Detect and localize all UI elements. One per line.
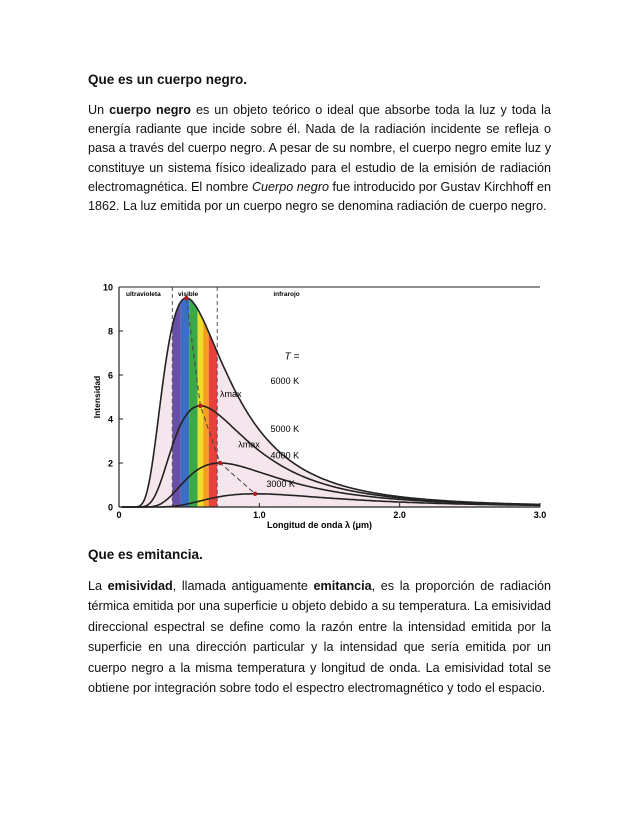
y-tick-label: 6 [107,370,113,381]
blackbody-radiation-chart [92,281,548,530]
y-tick-label: 10 [102,282,113,293]
curve-label-1: 6000 K [270,375,300,386]
red-band [209,332,217,507]
orange-band [203,320,209,507]
p1-bold-term: cuerpo negro [109,103,191,117]
p2-text-post: , es la proporción de radiación térmica emitida por una superficie u objeto debido a su temperatura. La emisividad direccional espectral se define como la razón entre la intensidad emitida por la superficie en una dirección particular y la intensidad que sería emitida por un cuerpo negro a la misma temperatura y longitud de onda. La emisividad total se obtiene por integración sobre todo el espectro electromagnético y todo el espacio. [88,579,551,696]
section-heading-cuerpo-negro: Que es un cuerpo negro. [88,72,248,87]
y-tick-label: 0 [107,502,113,513]
curve-label-2: 5000 K [270,424,300,435]
peak-marker-3000k [253,492,257,496]
violet-band [172,302,180,507]
y-tick-label: 8 [107,326,113,337]
temperature-label: T = [284,351,300,363]
x-tick-label: 0 [116,510,122,520]
p2-bold-term-2: emitancia [313,579,372,593]
blackbody-figure [92,281,548,530]
section-heading-emitancia: Que es emitancia. [88,547,203,562]
peak-marker-5000k [198,404,202,408]
p2-text-mid: , llamada antiguamente [172,579,314,593]
lambda-max-label-2: λmax [238,439,260,450]
x-tick-label: 2.0 [393,510,406,520]
x-tick-label: 1.0 [253,510,266,520]
p1-text-pre: Un [88,103,110,117]
x-axis-label: Longitud de onda λ (μm) [267,520,372,530]
p1-text-post: fue introducido por Gustav Kirchhoff en 1862. La luz emitida por un cuerpo negro se denomina radiación de cuerpo negro. [88,179,551,214]
p2-bold-term-1: emisividad [107,579,173,593]
blue-band [181,298,190,507]
region-label-1: ultravioleta [126,291,161,298]
curve-label-3: 4000 K [270,450,300,461]
lambda-max-label-1: λmax [220,389,242,399]
region-label-2: visible [177,291,199,298]
curve-label-4: 3000 K [266,479,295,490]
x-tick-label: 3.0 [533,510,547,520]
y-tick-label: 2 [107,458,113,469]
y-tick-label: 4 [107,414,113,425]
p1-text-mid: es un objeto teórico o ideal que absorbe toda la luz y toda la energía radiante que incide sobre él. Nada de la radiación incidente se refleja o pasa a través del cuerpo negro. A pesar de su nombre, el cuerpo negro emite luz y constituye un sistema físico idealizado para el estudio de la emisión de radiación electromagnética. El nombre [88,103,551,194]
p1-italic-term: Cuerpo negro [251,179,330,194]
peak-marker-4000k [218,461,222,465]
p2-text-pre: La [88,579,108,593]
y-axis-label: Intensidad [92,375,102,419]
paragraph-emitancia [88,576,551,698]
paragraph-cuerpo-negro [88,101,551,216]
region-label-3: infrarojo [273,291,300,298]
